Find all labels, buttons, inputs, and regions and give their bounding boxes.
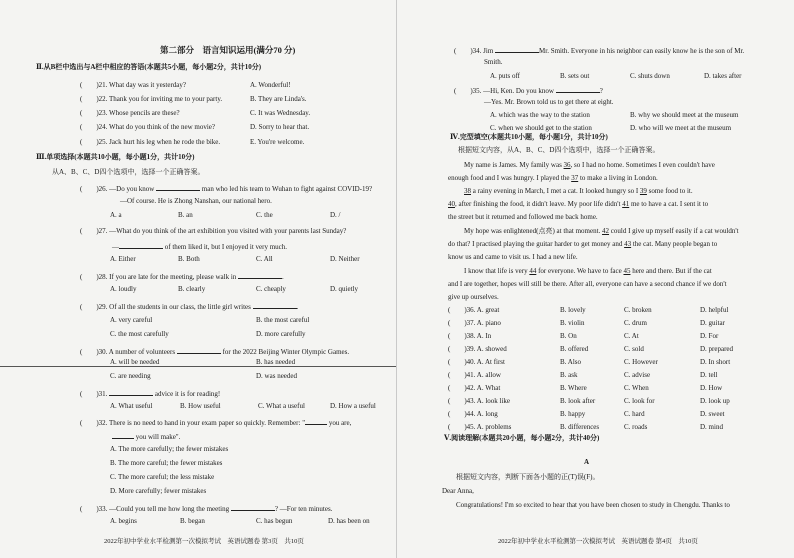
- option-a: A. loudly: [110, 285, 137, 293]
- cloze-option: C. look for: [624, 397, 655, 405]
- cloze-option: C. broken: [624, 306, 652, 314]
- section-2-heading: Ⅱ.从B栏中选出与A栏中相应的答语(本题共5小题，每小题2分，共计10分): [36, 63, 262, 71]
- blank-37: 37: [571, 174, 579, 182]
- passage-line: give up ourselves.: [448, 293, 499, 301]
- question-27: ( )27. —What do you think of the art exhibition you visited with your parents last Sunday?: [80, 227, 347, 235]
- question-34: ( )34. Jim Mr. Smith. Everyone in his neighbor can easily know he is the son of Mr.: [454, 47, 745, 55]
- section-4-heading: Ⅳ.完型填空(本题共10小题，每小题1分，共计10分): [450, 133, 608, 141]
- match-b: B. They are Linda's.: [250, 95, 307, 103]
- match-q21: ( )21. What day was it yesterday?: [80, 81, 187, 89]
- blank-42: 42: [602, 227, 610, 235]
- question-34-cont: Smith.: [484, 58, 503, 66]
- cloze-option-42: ( )42. A. What: [448, 384, 501, 392]
- option-d: D. More carefully; fewer mistakes: [110, 487, 207, 495]
- match-q23: ( )23. Whose pencils are these?: [80, 109, 180, 117]
- option-b: B. Both: [178, 255, 200, 263]
- cloze-option: B. lovely: [560, 306, 586, 314]
- option-d: D. Neither: [330, 255, 360, 263]
- question-33: ( )33. —Could you tell me how long the meeting ? —For ten minutes.: [80, 505, 333, 513]
- passage-line: enough food and I was hungry. I played the 37 to make a living in London.: [448, 174, 658, 182]
- option-d: D. has been on: [328, 517, 370, 525]
- cloze-option: C. At: [624, 332, 639, 340]
- cloze-option: C. roads: [624, 423, 648, 431]
- blank-45: 45: [623, 267, 631, 275]
- option-d: D. takes after: [704, 72, 742, 80]
- question-35-reply: —Yes. Mr. Brown told us to get there at eight.: [484, 98, 614, 106]
- cloze-option-36: ( )36. A. great: [448, 306, 500, 314]
- answer-blank: [112, 431, 134, 439]
- option-b: B. clearly: [178, 285, 206, 293]
- cloze-option-45: ( )45. A. problems: [448, 423, 512, 431]
- option-a: A. begins: [110, 517, 137, 525]
- passage-line: My hope was enlightened(点亮) at that moment. 42 could I give up myself easily if a cat wouldn't: [464, 227, 739, 235]
- match-a: A. Wonderful!: [250, 81, 291, 89]
- page-footer: 2022年初中学业水平检测第一次模拟考试 英语试题卷 第3页 共10页: [104, 538, 304, 545]
- option-d: D. who will we meet at the museum: [630, 124, 732, 132]
- option-d: D. How a useful: [330, 402, 376, 410]
- page-divider: [396, 0, 397, 558]
- blank-40: 40: [448, 200, 455, 208]
- question-26-reply: —Of course. He is Zhong Nanshan, our national hero.: [120, 197, 272, 205]
- option-c: C. What a useful: [258, 402, 305, 410]
- section-4-instruction: 根据短文内容，从A、B、C、D四个选项中，选择一个正确答案。: [458, 146, 660, 154]
- passage-line: 38 a rainy evening in March, I met a cat. It looked hungry so I 39 some food to it.: [464, 187, 693, 195]
- option-c: C. the most carefully: [110, 330, 169, 338]
- cloze-option: C. hard: [624, 410, 645, 418]
- cloze-option-37: ( )37. A. piano: [448, 319, 501, 327]
- match-q24: ( )24. What do you think of the new movie?: [80, 123, 215, 131]
- section-5-heading: Ⅴ.阅读理解(本题共20小题，每小题2分，共计40分): [444, 434, 600, 442]
- option-b: B. an: [178, 211, 193, 219]
- question-28: ( )28. If you are late for the meeting, please walk in .: [80, 273, 284, 281]
- cloze-option: C. advise: [624, 371, 651, 379]
- answer-blank: [119, 241, 163, 249]
- blank-39: 39: [639, 187, 647, 195]
- page-footer: 2022年初中学业水平检测第一次模拟考试 英语试题卷 第4页 共10页: [498, 538, 698, 545]
- cloze-option: B. violin: [560, 319, 585, 327]
- option-b: B. why we should meet at the museum: [630, 111, 739, 119]
- cloze-option: D. prepared: [700, 345, 734, 353]
- cloze-option: B. look after: [560, 397, 596, 405]
- cloze-option-43: ( )43. A. look like: [448, 397, 511, 405]
- blank-44: 44: [529, 267, 537, 275]
- passage-a-instruction: 根据短文内容，判断下面各小题的正(T)误(F)。: [456, 473, 600, 481]
- cloze-option: B. differences: [560, 423, 600, 431]
- option-b: B. How useful: [180, 402, 221, 410]
- question-27-reply: — of them liked it, but I enjoyed it very much.: [112, 243, 288, 251]
- option-c: C. are needing: [110, 372, 151, 380]
- exam-page-4: [398, 0, 794, 558]
- cloze-option: D. For: [700, 332, 719, 340]
- option-b: B. the most careful: [256, 316, 310, 324]
- exam-page-3: [0, 0, 396, 558]
- cloze-option: D. look up: [700, 397, 730, 405]
- option-d: D. quietly: [330, 285, 358, 293]
- question-32: ( )32. There is no need to hand in your exam paper so quickly. Remember: " you are,: [80, 419, 352, 427]
- option-d: D. was needed: [256, 372, 298, 380]
- option-d: D. /: [330, 211, 341, 219]
- letter-salutation: Dear Anna,: [442, 487, 474, 495]
- option-a: A. which was the way to the station: [490, 111, 590, 119]
- cloze-option-39: ( )39. A. showed: [448, 345, 507, 353]
- answer-blank: [238, 271, 282, 279]
- cloze-option-41: ( )41. A. allow: [448, 371, 501, 379]
- match-q22: ( )22. Thank you for inviting me to your party.: [80, 95, 223, 103]
- question-35: ( )35. —Hi, Ken. Do you know ?: [454, 87, 603, 95]
- option-a: A. will be needed: [110, 358, 160, 366]
- answer-blank: [177, 346, 221, 354]
- question-32-cont: you will make".: [112, 431, 180, 442]
- answer-blank: [305, 417, 327, 425]
- option-d: D. more carefully: [256, 330, 306, 338]
- passage-line: My name is James. My family was 36, so I had no home. Sometimes I even couldn't have: [464, 161, 715, 169]
- letter-line: Congratulations! I'm so excited to hear that you have been chosen to study in Chengdu. Thanks to: [456, 501, 730, 509]
- cloze-option: D. tell: [700, 371, 718, 379]
- cloze-option-38: ( )38. A. In: [448, 332, 492, 340]
- option-b: B. The more careful; the fewer mistakes: [110, 459, 223, 467]
- cloze-option: C. drum: [624, 319, 647, 327]
- cloze-option: B. ask: [560, 371, 578, 379]
- option-a: A. The more carefully; the fewer mistakes: [110, 445, 229, 453]
- option-c: C. The more careful; the less mistake: [110, 473, 215, 481]
- option-b: B. has needed: [256, 358, 296, 366]
- answer-blank: [109, 388, 153, 396]
- question-29: ( )29. Of all the students in our class, the little girl writes .: [80, 303, 299, 311]
- passage-line: the street but it returned and followed me back home.: [448, 213, 598, 221]
- option-a: A. very careful: [110, 316, 153, 324]
- cloze-option: D. guitar: [700, 319, 725, 327]
- blank-43: 43: [624, 240, 632, 248]
- passage-line: do that? I practised playing the guitar harder to get money and 43 the cat. Many people began to: [448, 240, 718, 248]
- option-a: A. a: [110, 211, 122, 219]
- blank-41: 41: [622, 200, 630, 208]
- cloze-option: B. happy: [560, 410, 586, 418]
- cloze-option-44: ( )44. A. long: [448, 410, 498, 418]
- match-c: C. It was Wednesday.: [250, 109, 311, 117]
- blank-38: 38: [464, 187, 471, 195]
- cloze-option: B. Where: [560, 384, 587, 392]
- part-title: 第二部分 语言知识运用(满分70 分): [160, 45, 296, 55]
- passage-line: 40, after finishing the food, it didn't leave. My poor life didn't 41 me to have a cat. I sent it to: [448, 200, 709, 208]
- blank-36: 36: [563, 161, 571, 169]
- cloze-option: B. offered: [560, 345, 589, 353]
- answer-blank: [556, 85, 600, 93]
- cloze-option: C. However: [624, 358, 658, 366]
- cloze-option: B. Also: [560, 358, 582, 366]
- answer-blank: [156, 183, 200, 191]
- option-c: C. when we should get to the station: [490, 124, 592, 132]
- cloze-option: D. In short: [700, 358, 731, 366]
- option-c: C. cheaply: [256, 285, 286, 293]
- cloze-option: D. How: [700, 384, 723, 392]
- passage-line: and I are together, hopes will still be there. After all, everyone can have a second chance if we don't: [448, 280, 727, 288]
- answer-blank: [495, 45, 539, 53]
- cloze-option: D. helpful: [700, 306, 729, 314]
- question-30: ( )30. A number of volunteers for the 2022 Beijing Winter Olympic Games.: [80, 348, 350, 356]
- answer-blank: [231, 503, 275, 511]
- question-26: ( )26. —Do you know man who led his team to Wuhan to fight against COVID-19?: [80, 185, 373, 193]
- option-c: C. the: [256, 211, 273, 219]
- section-3-heading: Ⅲ.单项选择(本题共10小题，每小题1分，共计10分): [36, 153, 195, 161]
- option-a: A. What useful: [110, 402, 153, 410]
- option-b: B. began: [180, 517, 205, 525]
- option-a: A. puts off: [490, 72, 521, 80]
- cloze-option: D. sweet: [700, 410, 725, 418]
- option-c: C. shuts down: [630, 72, 670, 80]
- option-c: C. All: [256, 255, 273, 263]
- match-e: E. You're welcome.: [250, 138, 305, 146]
- passage-line: know us and came to visit us. I had a new life.: [448, 253, 578, 261]
- section-3-instruction: 从A、B、C、D四个选项中，选择一个正确答案。: [52, 168, 205, 176]
- option-a: A. Either: [110, 255, 136, 263]
- option-c: C. has begun: [256, 517, 293, 525]
- question-31: ( )31. advice it is for reading!: [80, 390, 221, 398]
- match-q25: ( )25. Jack hurt his leg when he rode the bike.: [80, 138, 221, 146]
- passage-line: I know that life is very 44 for everyone. We have to face 45 here and there. But if the cat: [464, 267, 712, 275]
- cloze-option: C. sold: [624, 345, 644, 353]
- cloze-option: C. When: [624, 384, 649, 392]
- cloze-option: B. On: [560, 332, 577, 340]
- fold-line: [0, 366, 396, 367]
- cloze-option-40: ( )40. A. At first: [448, 358, 505, 366]
- cloze-option: D. mind: [700, 423, 723, 431]
- match-d: D. Sorry to hear that.: [250, 123, 310, 131]
- answer-blank: [253, 301, 297, 309]
- passage-a-label: A: [584, 458, 590, 466]
- option-b: B. sets out: [560, 72, 590, 80]
